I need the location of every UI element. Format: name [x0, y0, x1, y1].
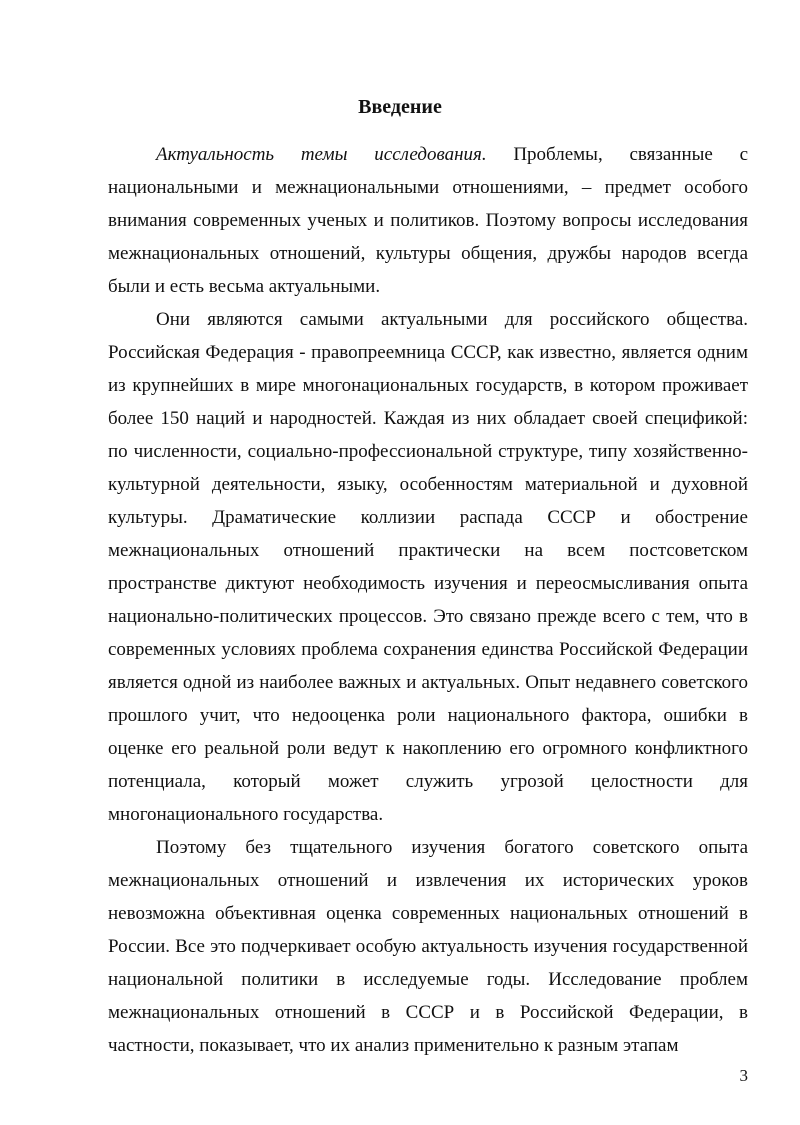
paragraph-1-lead: Актуальность темы исследования.	[156, 144, 487, 165]
body-text	[108, 138, 748, 1062]
section-heading: Введение	[358, 96, 442, 118]
paragraph-3: Поэтому без тщательного изучения богатого советского опыта межнациональных отношений и извлечения их исторических уроков невозможна объективная оценка современных национальных отношений в России. Все это подчеркивает особую актуальность изучения государственной национальной политики в исследуемые годы. Исследование проблем межнациональных отношений в СССР и в Российской Федерации, в частности, показывает, что их анализ применительно к разным этапам	[108, 837, 748, 1056]
page-number: 3	[739, 1066, 748, 1085]
paragraph-1-text: Проблемы, связанные с национальными и межнациональными отношениями, – предмет особого внимания современных ученых и политиков. Поэтому вопросы исследования межнациональных отношений, культуры общения, дружбы народов всегда были и есть весьма актуальными.	[108, 144, 748, 297]
paragraph-1	[108, 138, 748, 303]
paragraph-2: Они являются самыми актуальными для российского общества. Российская Федерация - правопреемница СССР, как известно, является одним из крупнейших в мире многонациональных государств, в котором проживает более 150 наций и народностей. Каждая из них обладает своей спецификой: по численности, социально-профессиональной структуре, типу хозяйственно-культурной деятельности, языку, особенностям материальной и духовной культуры. Драматические коллизии распада СССР и обострение межнациональных отношений практически на всем постсоветском пространстве диктуют необходимость изучения и переосмысливания опыта национально-политических процессов. Это связано прежде всего с тем, что в современных условиях проблема сохранения единства Российской Федерации является одной из наиболее важных и актуальных. Опыт недавнего советского прошлого учит, что недооценка роли национального фактора, ошибки в оценке его реальной роли ведут к накоплению его огромного конфликтного потенциала, который может служить угрозой целостности для многонационального государства.	[108, 309, 748, 825]
